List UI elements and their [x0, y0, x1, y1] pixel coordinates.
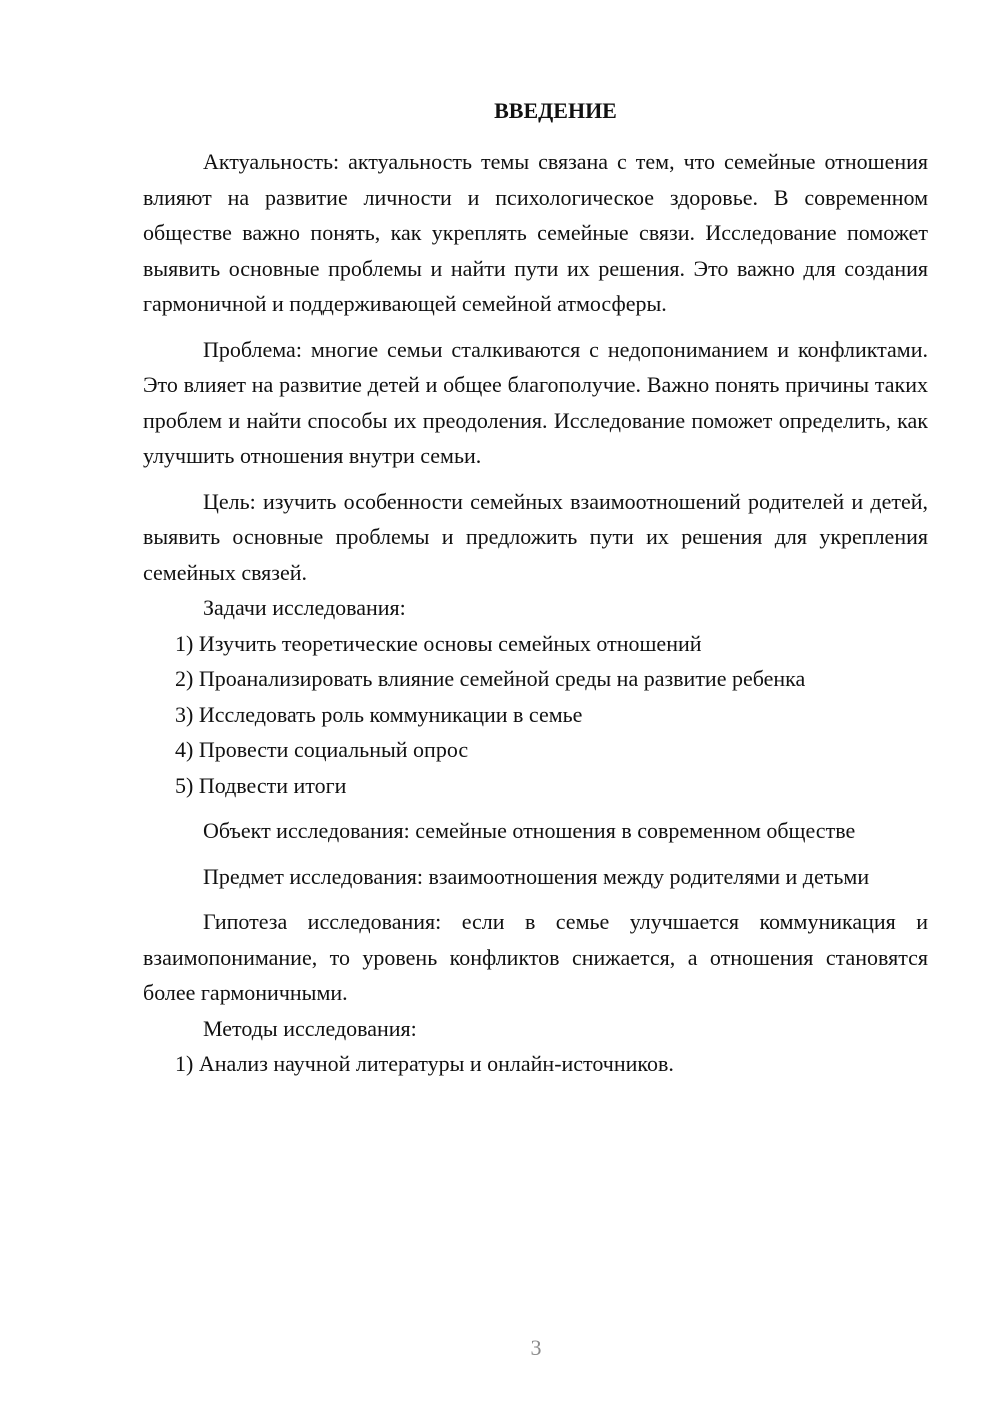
paragraph-goal: Цель: изучить особенности семейных взаимоотношений родителей и детей, выявить основные проблемы и предложить пути их решения для укрепления семейных связей. [143, 488, 928, 585]
tasks-heading: Задачи исследования: [203, 595, 406, 620]
methods-heading: Методы исследования: [203, 1015, 417, 1041]
paragraph-relevance: Актуальность: актуальность темы связана с тем, что семейные отношения влияют на развитие личности и психологическое здоровье. В современном обществе важно понять, как укреплять семейные связи. Исследование поможет выявить основные проблемы и найти пути их решения. Это важно для создания гармоничной и поддерживающей семейной атмосферы. [143, 149, 928, 316]
methods-list [143, 1046, 928, 1082]
paragraph-subject: Предмет исследования: взаимоотношения между родителями и детьми [203, 863, 870, 889]
list-item-task-4: 4) Провести социальный опрос [175, 737, 469, 762]
page-number: 3 [530, 1335, 542, 1360]
list-item-task-1: 1) Изучить теоретические основы семейных отношений [175, 630, 702, 656]
paragraph-problem: Проблема: многие семьи сталкиваются с недопониманием и конфликтами. Это влияет на развитие детей и общее благополучие. Важно понять причины таких проблем и найти способы их преодоления. Исследование поможет определить, как улучшить отношения внутри семьи. [143, 336, 928, 468]
list-item-method-1: 1) Анализ научной литературы и онлайн-источников. [175, 1051, 674, 1076]
list-item-task-5: 5) Подвести итоги [175, 772, 347, 798]
paragraph-hypothesis: Гипотеза исследования: если в семье улучшается коммуникация и взаимопонимание, то уровень конфликтов снижается, а отношения становятся более гармоничными. [143, 909, 928, 1005]
list-item-task-3: 3) Исследовать роль коммуникации в семье [175, 701, 583, 727]
document-title: ВВЕДЕНИЕ [494, 98, 617, 123]
document-page [143, 94, 928, 1082]
tasks-list [143, 626, 928, 804]
list-item-task-2: 2) Проанализировать влияние семейной среды на развитие ребенка [175, 666, 806, 691]
paragraph-object: Объект исследования: семейные отношения в современном обществе [203, 818, 856, 843]
